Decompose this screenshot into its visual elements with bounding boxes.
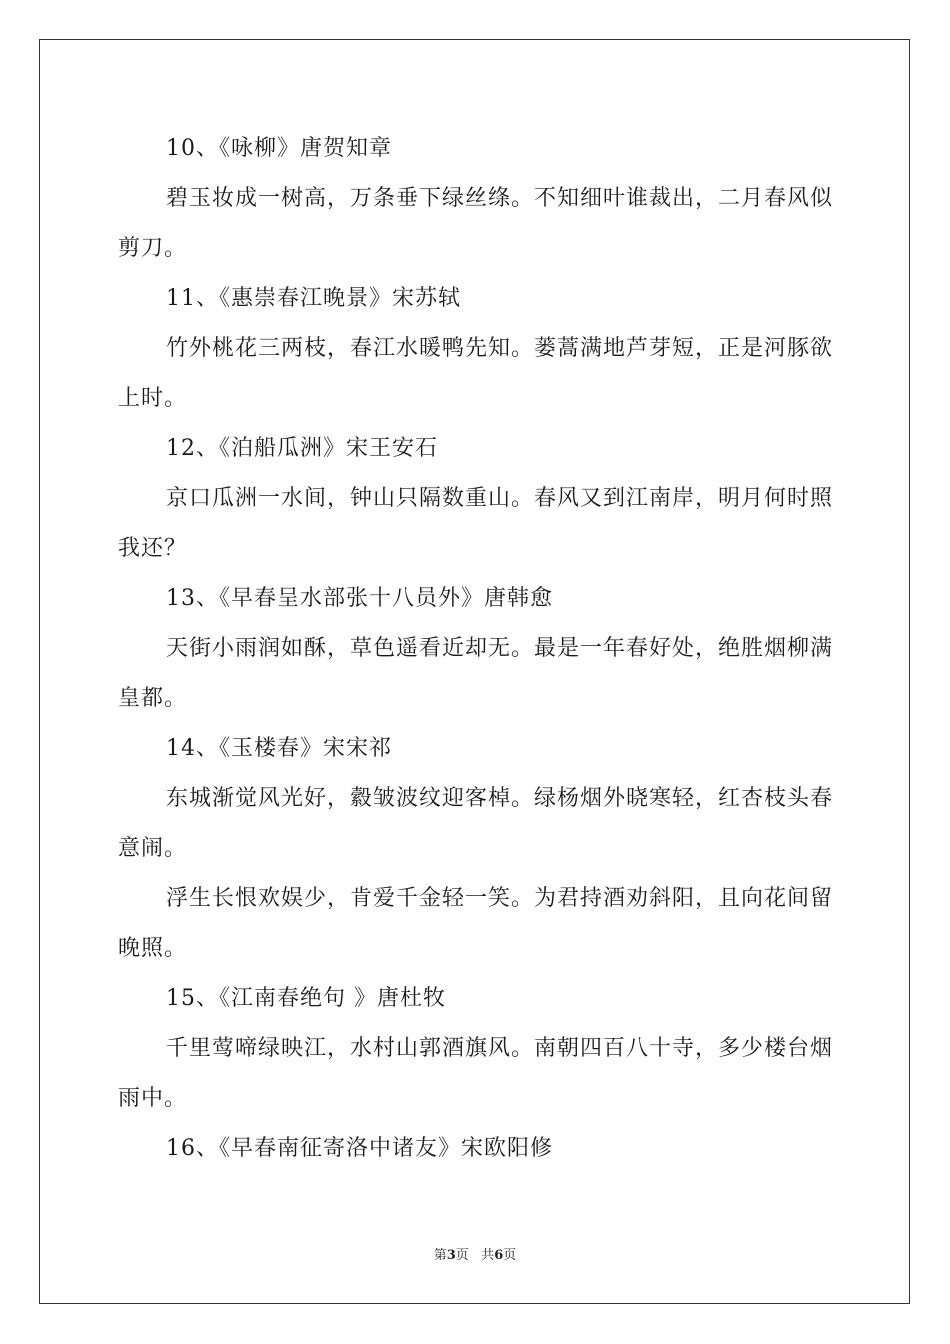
page-footer (0, 1248, 950, 1264)
document-body (118, 124, 836, 1174)
total-prefix: 共 (481, 1248, 495, 1263)
total-suffix: 页 (503, 1248, 517, 1263)
poem-title-11: 11、《惠崇春江晚景》宋苏轼 (166, 286, 461, 311)
poem-text-14-part1: 东城渐觉风光好，縠皱波纹迎客棹。绿杨烟外晓寒轻，红杏枝头春意闹。 (118, 786, 834, 861)
poem-title-16: 16、《早春南征寄洛中诸友》宋欧阳修 (166, 1136, 553, 1161)
page-suffix: 页 (455, 1248, 469, 1263)
current-page-number: 3 (446, 1248, 456, 1263)
poem-title-12: 12、《泊船瓜洲》宋王安石 (166, 436, 438, 461)
poem-text-10: 碧玉妆成一树高，万条垂下绿丝绦。不知细叶谁裁出，二月春风似剪刀。 (118, 186, 834, 261)
total-page-number: 6 (494, 1248, 504, 1263)
poem-title-15: 15、《江南春绝句 》唐杜牧 (166, 986, 446, 1011)
poem-text-12: 京口瓜洲一水间，钟山只隔数重山。春风又到江南岸，明月何时照我还？ (118, 486, 834, 561)
poem-text-15: 千里莺啼绿映江，水村山郭酒旗风。南朝四百八十寺，多少楼台烟雨中。 (118, 1036, 834, 1111)
poem-title-10: 10、《咏柳》唐贺知章 (166, 136, 392, 161)
poem-title-14: 14、《玉楼春》宋宋祁 (166, 736, 392, 761)
page-prefix: 第 (433, 1248, 447, 1263)
poem-title-13: 13、《早春呈水部张十八员外》唐韩愈 (166, 586, 553, 611)
poem-text-11: 竹外桃花三两枝，春江水暖鸭先知。蒌蒿满地芦芽短，正是河豚欲上时。 (118, 336, 834, 411)
poem-text-13: 天街小雨润如酥，草色遥看近却无。最是一年春好处，绝胜烟柳满皇都。 (118, 636, 834, 711)
poem-text-14-part2: 浮生长恨欢娱少，肯爱千金轻一笑。为君持酒劝斜阳，且向花间留晚照。 (118, 886, 834, 961)
